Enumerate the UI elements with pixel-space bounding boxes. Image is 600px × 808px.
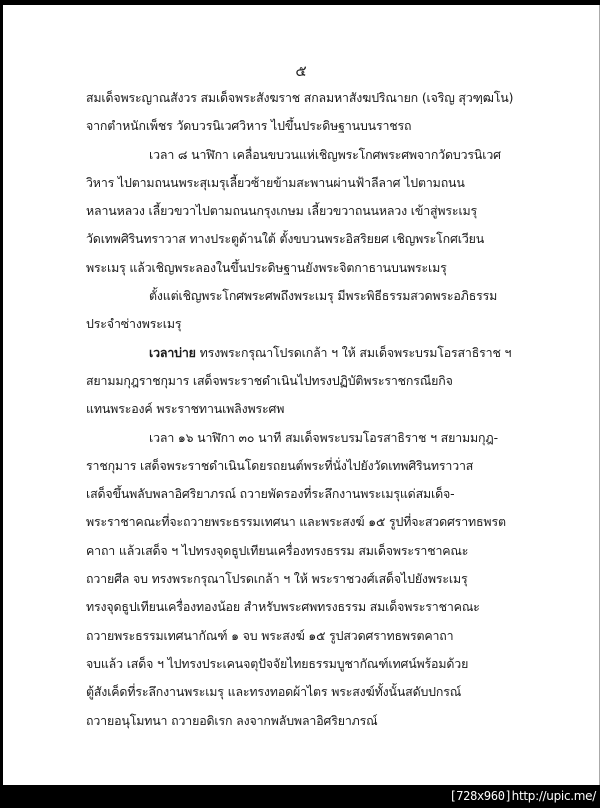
line-text: สยามมกุฎราชกุมาร เสด็จพระราชดำเนินไปทรงปฏิบัติพระราชกรณียกิจ <box>86 372 453 388</box>
line-text: ตั้งแต่เชิญพระโกศพระศพถึงพระเมรุ มีพระพิธีธรรมสวดพระอภิธรรม <box>149 288 498 304</box>
text-line <box>86 593 526 621</box>
text-line <box>86 480 526 508</box>
line-text: ตู้สังเค็ดที่ระลึกงานพระเมรุ และทรงทอดผ้าไตร พระสงฆ์ทั้งนั้นสดับปกรณ์ <box>86 684 462 700</box>
line-text: แทนพระองค์ พระราชทานเพลิงพระศพ <box>86 401 285 417</box>
line-text: พระเมรุ แล้วเชิญพระลองในขึ้นประดิษฐานยังพระจิตกาธานบนพระเมรุ <box>86 259 447 275</box>
line-text: จากตำหนักเพ็ชร วัดบวรนิเวศวิหาร ไปขึ้นประดิษฐานบนราชรถ <box>86 118 412 134</box>
text-line <box>86 197 526 225</box>
watermark-footer <box>449 786 596 806</box>
line-text: ราชกุมาร เสด็จพระราชดำเนินโดยรถยนต์พระที่นั่งไปยังวัดเทพศิรินทราวาส <box>86 457 474 473</box>
text-line <box>86 565 526 593</box>
text-line <box>86 452 526 480</box>
text-line <box>86 395 526 423</box>
document-body <box>86 84 526 735</box>
line-text: ทรงพระกรุณาโปรดเกล้า ฯ ให้ สมเด็จพระบรมโอรสาธิราช ฯ <box>195 344 512 360</box>
line-text: หลานหลวง เลี้ยวขวาไปตามถนนกรุงเกษม เลี้ยวขวาถนนหลวง เข้าสู่พระเมรุ <box>86 203 478 219</box>
watermark-link[interactable]: http://upic.me/ <box>511 789 596 803</box>
text-line <box>86 339 526 367</box>
text-line <box>86 622 526 650</box>
text-line <box>86 169 526 197</box>
line-text: วิหาร ไปตามถนนพระสุเมรุเลี้ยวซ้ายข้ามสะพานผ่านฟ้าลีลาศ ไปตามถนน <box>86 174 465 190</box>
line-text: ทรงจุดธูปเทียนเครื่องทองน้อย สำหรับพระศพทรงธรรม สมเด็จพระราชาคณะ <box>86 599 480 615</box>
line-text: เสด็จขึ้นพลับพลาอิศริยาภรณ์ ถวายพัดรองที่ระลึกงานพระเมรุแด่สมเด็จ- <box>86 486 455 502</box>
text-line <box>86 537 526 565</box>
line-text: ถวายพระธรรมเทศนากัณฑ์ ๑ จบ พระสงฆ์ ๑๕ รูปสวดศราทธพรตคาถา <box>86 627 454 643</box>
text-line <box>86 254 526 282</box>
line-text: คาถา แล้วเสด็จ ฯ ไปทรงจุดธูปเทียนเครื่องทรงธรรม สมเด็จพระราชาคณะ <box>86 542 469 558</box>
text-line <box>86 84 526 112</box>
text-line <box>86 282 526 310</box>
text-line <box>86 367 526 395</box>
text-line <box>86 707 526 735</box>
line-text: ถวายอนุโมทนา ถวายอดิเรก ลงจากพลับพลาอิศริยาภรณ์ <box>86 712 378 728</box>
line-text: เวลา ๑๖ นาฬิกา ๓๐ นาที สมเด็จพระบรมโอรสาธิราช ฯ สยามมกุฎ- <box>149 429 498 445</box>
text-line <box>86 508 526 536</box>
line-text: วัดเทพศิรินทราวาส ทางประตูด้านใต้ ตั้งขบวนพระอิสริยยศ เชิญพระโกศเวียน <box>86 231 485 247</box>
text-line <box>86 424 526 452</box>
text-line <box>86 112 526 140</box>
text-line <box>86 650 526 678</box>
line-text: เวลา ๘ นาฬิกา เคลื่อนขบวนแห่เชิญพระโกศพระศพจากวัดบวรนิเวศ <box>149 146 501 162</box>
text-line <box>86 225 526 253</box>
line-text: สมเด็จพระญาณสังวร สมเด็จพระสังฆราช สกลมหาสังฆปริณายก (เจริญ สุวฑฺฒโน) <box>86 90 514 105</box>
line-text: พระราชาคณะที่จะถวายพระธรรมเทศนา และพระสงฆ์ ๑๕ รูปที่จะสวดศราทธพรต <box>86 514 506 530</box>
line-text: ถวายศีล จบ ทรงพระกรุณาโปรดเกล้า ฯ ให้ พระราชวงศ์เสด็จไปยังพระเมรุ <box>86 571 468 587</box>
line-text: ประจำซ่างพระเมรุ <box>86 316 182 332</box>
document-page <box>3 5 600 785</box>
text-line <box>86 310 526 338</box>
image-size-label: [728x960] <box>449 789 512 803</box>
text-line <box>86 678 526 706</box>
line-text: จบแล้ว เสด็จ ฯ ไปทรงประเคนจตุปัจจัยไทยธรรมบูชากัณฑ์เทศน์พร้อมด้วย <box>86 655 469 671</box>
section-lead: เวลาบ่าย <box>149 344 196 360</box>
page-number: ๕ <box>295 62 307 80</box>
text-line <box>86 141 526 169</box>
